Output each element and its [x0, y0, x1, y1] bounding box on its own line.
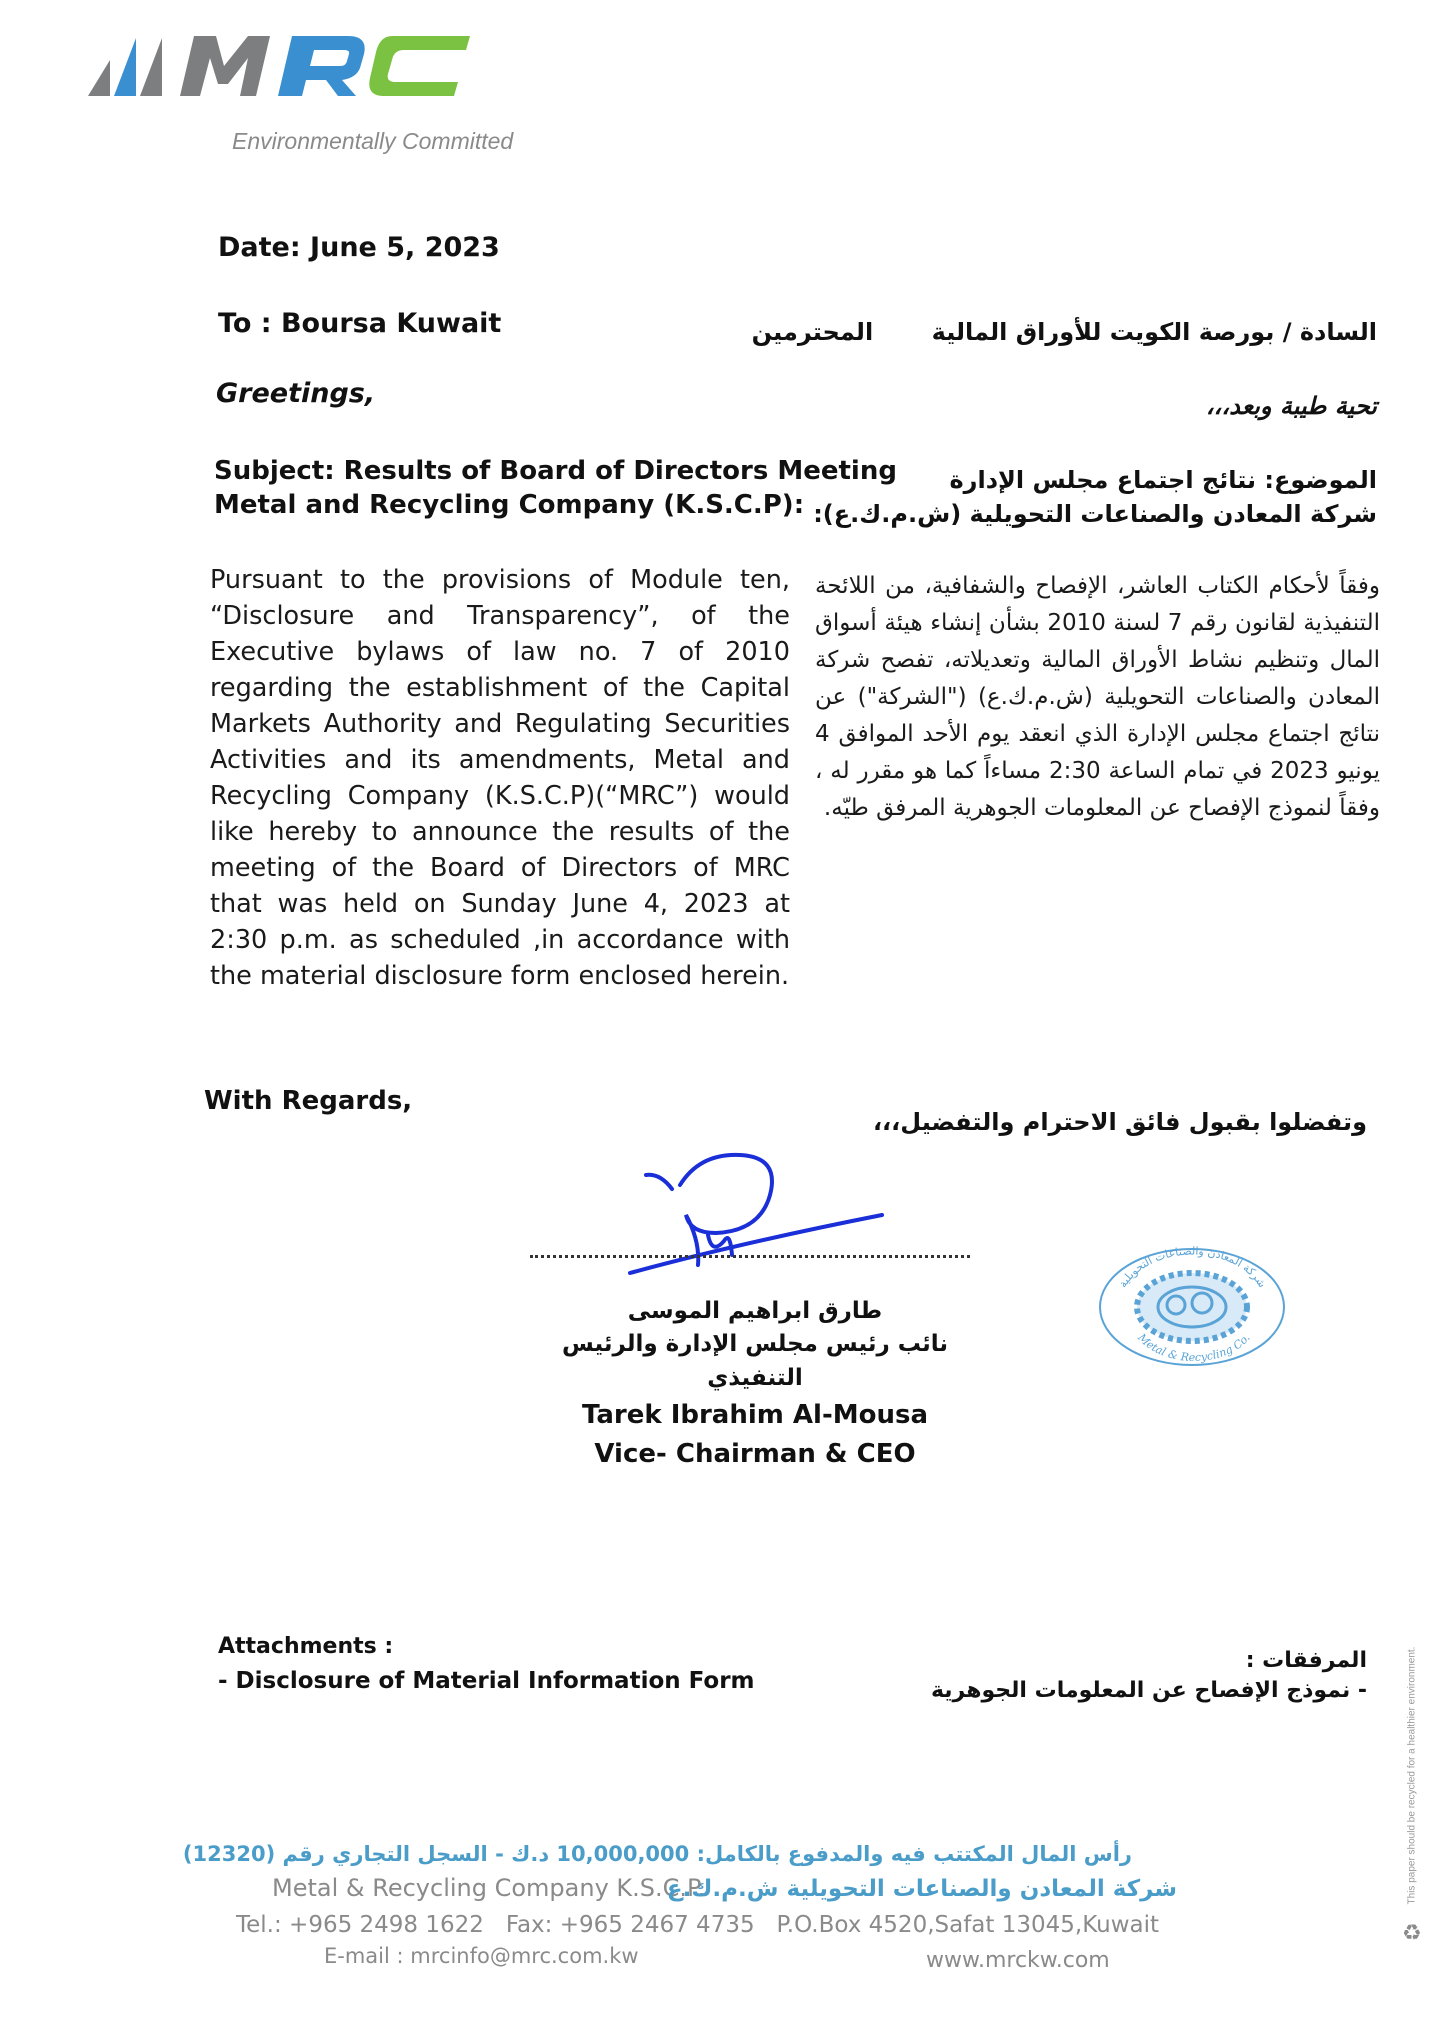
- footer-website: www.mrckw.com: [926, 1948, 1110, 1973]
- logo-tagline: Environmentally Committed: [232, 128, 514, 154]
- recycle-icon: ♻: [1402, 1920, 1422, 1945]
- stamp-top-text: شركة المعادن والصناعات التحويلية: [1116, 1245, 1269, 1290]
- attachments-item-ar: - نموذج الإفصاح عن المعلومات الجوهرية: [930, 1678, 1367, 1703]
- signatory-name-en: Tarek Ibrahim Al-Mousa: [581, 1400, 929, 1430]
- subject-ar-line-2: شركة المعادن والصناعات التحويلية (ش.م.ك.ع):: [813, 500, 1377, 528]
- letter-date: Date: June 5, 2023: [218, 232, 500, 263]
- body-text-en: Pursuant to the provisions of Module ten, “Disclosure and Transparency”, of the Executive bylaws of law no. 7 of 2010 regarding the establishment of the Capital Markets Authority and Regulating Securities Activities and its amendments, Metal and Recycling Company (K.S.C.P)(“MRC”) would like hereby to announce the results of the meeting of the Board of Directors of MRC that was held on Sunday June 4, 2023 at 2:30 p.m. as scheduled ,in accordance with the material disclosure form enclosed herein.: [210, 565, 790, 991]
- signatory-name-ar: طارق ابراهيم الموسى: [627, 1298, 883, 1324]
- footer-company-en: Metal & Recycling Company K.S.C.P.: [272, 1874, 706, 1902]
- recipient-en: To : Boursa Kuwait: [218, 308, 502, 339]
- recycle-note-text: This paper should be recycled for a healthier environment.: [1406, 1646, 1418, 1905]
- closing-en: With Regards,: [204, 1086, 413, 1116]
- footer-email: E-mail : mrcinfo@mrc.com.kw: [324, 1944, 639, 1968]
- greeting-ar: تحية طيبة وبعد،،،: [1205, 392, 1377, 420]
- closing-ar: وتفضلوا بقبول فائق الاحترام والتفضيل،،،: [872, 1108, 1367, 1136]
- greeting-en: Greetings,: [216, 378, 376, 409]
- attachments-title-ar: المرفقات :: [1245, 1648, 1367, 1673]
- signatory-block: [520, 1295, 990, 1473]
- footer-contact: Tel.: +965 2498 1622 Fax: +965 2467 4735 P.O.Box 4520,Safat 13045,Kuwait: [236, 1912, 1160, 1938]
- signatory-title-ar: نائب رئيس مجلس الإدارة والرئيس التنفيذي: [562, 1331, 948, 1391]
- recycle-note: [1402, 1590, 1422, 1970]
- subject-ar-line-1: الموضوع: نتائج اجتماع مجلس الإدارة: [949, 466, 1377, 494]
- body-text-ar: وفقاً لأحكام الكتاب العاشر، الإفصاح والشفافية، من اللائحة التنفيذية لقانون رقم 7 لسنة 2010 بشأن إنشاء هيئة أسواق المال وتنظيم نشاط الأوراق المالية وتعديلاته، تفصح شركة المعادن والصناعات التحويلية (ش.م.ك.ع) ("الشركة") عن نتائج اجتماع مجلس الإدارة الذي انعقد يوم الأحد الموافق 4 يونيو 2023 في تمام الساعة 2:30 مساءاً كما هو مقرر له ، وفقاً لنموذج الإفصاح عن المعلومات الجوهرية المرفق طيّه.: [815, 573, 1380, 821]
- footer-capital-ar: رأس المال المكتتب فيه والمدفوع بالكامل: 10,000,000 د.ك - السجل التجاري رقم (12320): [182, 1842, 1132, 1866]
- attachments-item-en: - Disclosure of Material Information Form: [218, 1668, 755, 1694]
- footer-company-ar: شركة المعادن والصناعات التحويلية ش.م.ك.ع: [666, 1876, 1177, 1902]
- subject-line-2: Metal and Recycling Company (K.S.C.P):: [214, 490, 805, 520]
- subject-line-1: Subject: Results of Board of Directors Meeting: [214, 456, 897, 486]
- signature-line: [530, 1255, 970, 1258]
- company-stamp: [1090, 1245, 1295, 1370]
- signatory-title-en: Vice- Chairman & CEO: [594, 1439, 916, 1469]
- attachments-title-en: Attachments :: [218, 1634, 394, 1659]
- recipient-ar: السادة / بورصة الكويت للأوراق المالية المحترمين: [751, 318, 1377, 346]
- handwritten-signature: [620, 1145, 890, 1285]
- stamp-bottom-text: Metal & Recycling Co.: [1135, 1331, 1253, 1365]
